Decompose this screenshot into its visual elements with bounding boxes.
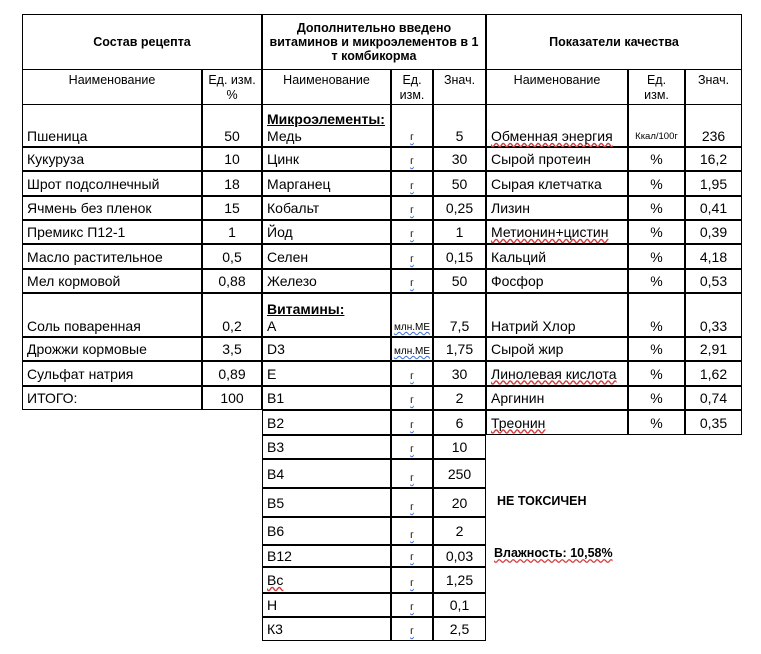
additives-row-unit [391, 567, 433, 593]
additive-unit: г [410, 181, 414, 192]
quality-name: Аргинин [491, 390, 545, 406]
additive-name: Н [267, 597, 278, 613]
additives-row-value: 0,03 [433, 545, 486, 567]
quality-name: Треонин [491, 414, 546, 431]
quality-row-name [486, 171, 628, 196]
recipe-row-value: 0,5 [202, 244, 262, 269]
additives-row-unit [391, 517, 433, 545]
recipe-row-name: Дрожжи кормовые [22, 337, 202, 361]
additives-row-value: 0,1 [433, 593, 486, 617]
additive-unit: млн.МЕ [394, 322, 431, 333]
quality-name: Линолевая кислота [491, 365, 617, 382]
quality-name: Сырой протеин [491, 151, 591, 167]
recipe-row-value: 0,89 [202, 361, 262, 386]
vitamins-section-label: Витамины: [267, 301, 345, 317]
additive-unit: г [410, 530, 414, 541]
additives-row-unit [391, 196, 433, 220]
additives-row-value: 20 [433, 488, 486, 517]
recipe-header: Состав рецепта [22, 14, 262, 70]
additive-unit: г [410, 444, 414, 455]
quality-row-name [486, 147, 628, 171]
additive-unit: г [410, 278, 414, 289]
quality-row-name [486, 337, 628, 361]
additive-name: В1 [267, 390, 285, 406]
quality-row-value: 0,74 [685, 386, 742, 410]
quality-row-unit: % [628, 386, 685, 410]
quality-row-unit: % [628, 361, 685, 386]
additive-name: В2 [267, 414, 285, 431]
recipe-row-name: Ячмень без пленок [22, 196, 202, 220]
additive-unit: г [410, 578, 414, 589]
quality-row-value: 0,39 [685, 220, 742, 244]
quality-row-value: 16,2 [685, 147, 742, 171]
additive-unit: г [410, 602, 414, 613]
recipe-row-name: Кукуруза [22, 147, 202, 171]
quality-row-unit: % [628, 293, 685, 337]
additives-row-unit [391, 410, 433, 435]
quality-col-value: Знач. [685, 69, 742, 105]
quality-row-unit: % [628, 337, 685, 361]
quality-row-value: 0,35 [685, 410, 742, 435]
additives-row-unit [391, 171, 433, 196]
additives-row-unit [391, 545, 433, 567]
additives-row-value: 6 [433, 410, 486, 435]
additive-name: Цинк [267, 151, 300, 167]
quality-row-value: 0,53 [685, 269, 742, 293]
additive-name: К3 [267, 621, 283, 637]
quality-row-name [486, 244, 628, 269]
quality-row-name [486, 361, 628, 386]
additives-row-unit [391, 361, 433, 386]
toxicity-note: НЕ ТОКСИЧЕН [497, 494, 587, 508]
additive-unit: г [410, 626, 414, 637]
additives-row-value: 30 [433, 361, 486, 386]
additive-name: Железо [267, 273, 317, 289]
additive-unit: г [410, 473, 414, 484]
additives-row-name [262, 435, 391, 459]
additives-row-unit [391, 488, 433, 517]
additives-row-name [262, 517, 391, 545]
quality-name: Лизин [491, 200, 530, 216]
additives-row-name [262, 386, 391, 410]
quality-row-name [486, 293, 628, 337]
additive-unit: г [410, 552, 414, 563]
additive-name: Медь [267, 128, 302, 144]
quality-row-value: 0,33 [685, 293, 742, 337]
quality-row-value: 236 [685, 104, 742, 147]
additive-name: В6 [267, 523, 285, 539]
additive-name: Йод [267, 224, 293, 240]
additive-unit: г [410, 132, 414, 143]
quality-row-value: 4,18 [685, 244, 742, 269]
additives-row-name [262, 410, 391, 435]
recipe-row-value: 0,2 [202, 293, 262, 337]
additives-row-unit [391, 104, 433, 147]
recipe-row-name: Сульфат натрия [22, 361, 202, 386]
additives-row-unit [391, 593, 433, 617]
additives-row-unit [391, 269, 433, 293]
additives-row-name [262, 617, 391, 641]
recipe-row-name: Пшеница [22, 104, 202, 147]
additives-row-value: 50 [433, 269, 486, 293]
additive-name: В12 [267, 548, 292, 564]
additives-row-name [262, 361, 391, 386]
quality-row-unit: Ккал/100г [628, 104, 685, 147]
additives-row-value: 2,5 [433, 617, 486, 641]
quality-name: Фосфор [491, 273, 544, 289]
quality-row-unit: % [628, 244, 685, 269]
additive-unit: г [410, 156, 414, 167]
quality-col-unit: Ед. изм. [628, 69, 685, 105]
quality-name: Кальций [491, 248, 547, 265]
humidity-note: Влажность: 10,58% [494, 546, 613, 560]
recipe-row-value: 15 [202, 196, 262, 220]
additives-row-name [262, 545, 391, 567]
quality-name: Сырой жир [491, 341, 564, 357]
additives-row-value: 0,15 [433, 244, 486, 269]
quality-name: Сырая клетчатка [491, 175, 602, 192]
additive-name: В4 [267, 465, 285, 482]
additives-row-unit [391, 337, 433, 361]
additive-unit: г [410, 254, 414, 265]
additive-name: Селен [267, 248, 309, 265]
quality-row-name [486, 410, 628, 435]
recipe-row-value: 50 [202, 104, 262, 147]
additive-unit: г [410, 420, 414, 431]
additives-row-name [262, 147, 391, 171]
additives-row-unit [391, 617, 433, 641]
quality-row-value: 2,91 [685, 337, 742, 361]
additive-name: Вс [267, 572, 284, 588]
recipe-row-value: 3,5 [202, 337, 262, 361]
quality-row-value: 0,41 [685, 196, 742, 220]
additives-row-value: 10 [433, 435, 486, 459]
additives-row-name [262, 567, 391, 593]
additives-row-value: 2 [433, 386, 486, 410]
recipe-row-name: ИТОГО: [22, 386, 202, 410]
quality-row-unit: % [628, 220, 685, 244]
recipe-row-value: 100 [202, 386, 262, 410]
recipe-row-value: 0,88 [202, 269, 262, 293]
recipe-row-name: Масло растительное [22, 244, 202, 269]
additives-row-value: 1 [433, 220, 486, 244]
quality-row-unit: % [628, 147, 685, 171]
additive-name: В3 [267, 439, 285, 455]
recipe-row-value: 18 [202, 171, 262, 196]
additives-row-name [262, 337, 391, 361]
recipe-col-unit: Ед. изм. % [202, 69, 262, 105]
additives-row-value: 30 [433, 147, 486, 171]
additives-row-value: 1,75 [433, 337, 486, 361]
additives-col-unit: Ед. изм. [391, 69, 433, 105]
additive-name: Марганец [267, 175, 331, 192]
additives-col-value: Знач. [433, 69, 486, 105]
additives-header: Дополнительно введено витаминов и микроэлементов в 1 т комбикорма [262, 14, 486, 70]
quality-row-name [486, 104, 628, 147]
additives-row-value: 5 [433, 104, 486, 147]
additives-row-value: 0,25 [433, 196, 486, 220]
additives-row-name [262, 196, 391, 220]
quality-row-name [486, 196, 628, 220]
quality-row-name [486, 269, 628, 293]
additives-col-name: Наименование [262, 69, 391, 105]
recipe-row-name: Мел кормовой [22, 269, 202, 293]
additives-row-value: 1,25 [433, 567, 486, 593]
additive-unit: г [410, 205, 414, 216]
quality-row-unit: % [628, 171, 685, 196]
quality-row-value: 1,95 [685, 171, 742, 196]
additives-row-unit [391, 220, 433, 244]
quality-row-name [486, 220, 628, 244]
recipe-row-name: Соль поваренная [22, 293, 202, 337]
recipe-row-name: Премикс П12-1 [22, 220, 202, 244]
additives-row-name [262, 488, 391, 517]
quality-row-unit: % [628, 196, 685, 220]
additives-row-value: 7,5 [433, 293, 486, 337]
quality-header: Показатели качества [486, 14, 742, 70]
additives-row-value: 50 [433, 171, 486, 196]
quality-row-unit: % [628, 269, 685, 293]
quality-col-name: Наименование [486, 69, 628, 105]
recipe-row-name: Шрот подсолнечный [22, 171, 202, 196]
quality-row-value: 1,62 [685, 361, 742, 386]
additives-row-name [262, 104, 391, 147]
additives-row-value: 250 [433, 459, 486, 488]
additive-name: В5 [267, 494, 285, 511]
additive-unit: г [410, 371, 414, 382]
additives-row-name [262, 220, 391, 244]
quality-row-name [486, 386, 628, 410]
additives-row-unit [391, 435, 433, 459]
additive-unit: г [410, 502, 414, 513]
recipe-row-value: 1 [202, 220, 262, 244]
additives-row-unit [391, 147, 433, 171]
additives-row-name [262, 459, 391, 488]
additive-name: А [267, 318, 277, 334]
additives-row-name [262, 593, 391, 617]
quality-row-unit: % [628, 410, 685, 435]
additives-row-value: 2 [433, 517, 486, 545]
additives-row-name [262, 269, 391, 293]
additive-unit: млн.МЕ [394, 346, 431, 357]
additives-row-unit [391, 244, 433, 269]
recipe-col-name: Наименование [22, 69, 202, 105]
additives-row-unit [391, 459, 433, 488]
quality-name: Натрий Хлор [491, 318, 576, 334]
additives-row-name [262, 244, 391, 269]
additive-unit: г [410, 229, 414, 240]
microelements-section-label: Микроэлементы: [267, 111, 385, 127]
additives-row-unit [391, 386, 433, 410]
additives-row-name [262, 171, 391, 196]
recipe-row-value: 10 [202, 147, 262, 171]
additives-row-name [262, 293, 391, 337]
additive-name: D3 [267, 341, 285, 357]
additive-name: Кобальт [267, 200, 320, 216]
additive-unit: г [410, 395, 414, 406]
quality-name: Обменная энергия [491, 128, 613, 144]
quality-name: Метионин+цистин [491, 224, 609, 240]
additives-row-unit [391, 293, 433, 337]
additive-name: Е [267, 365, 277, 382]
